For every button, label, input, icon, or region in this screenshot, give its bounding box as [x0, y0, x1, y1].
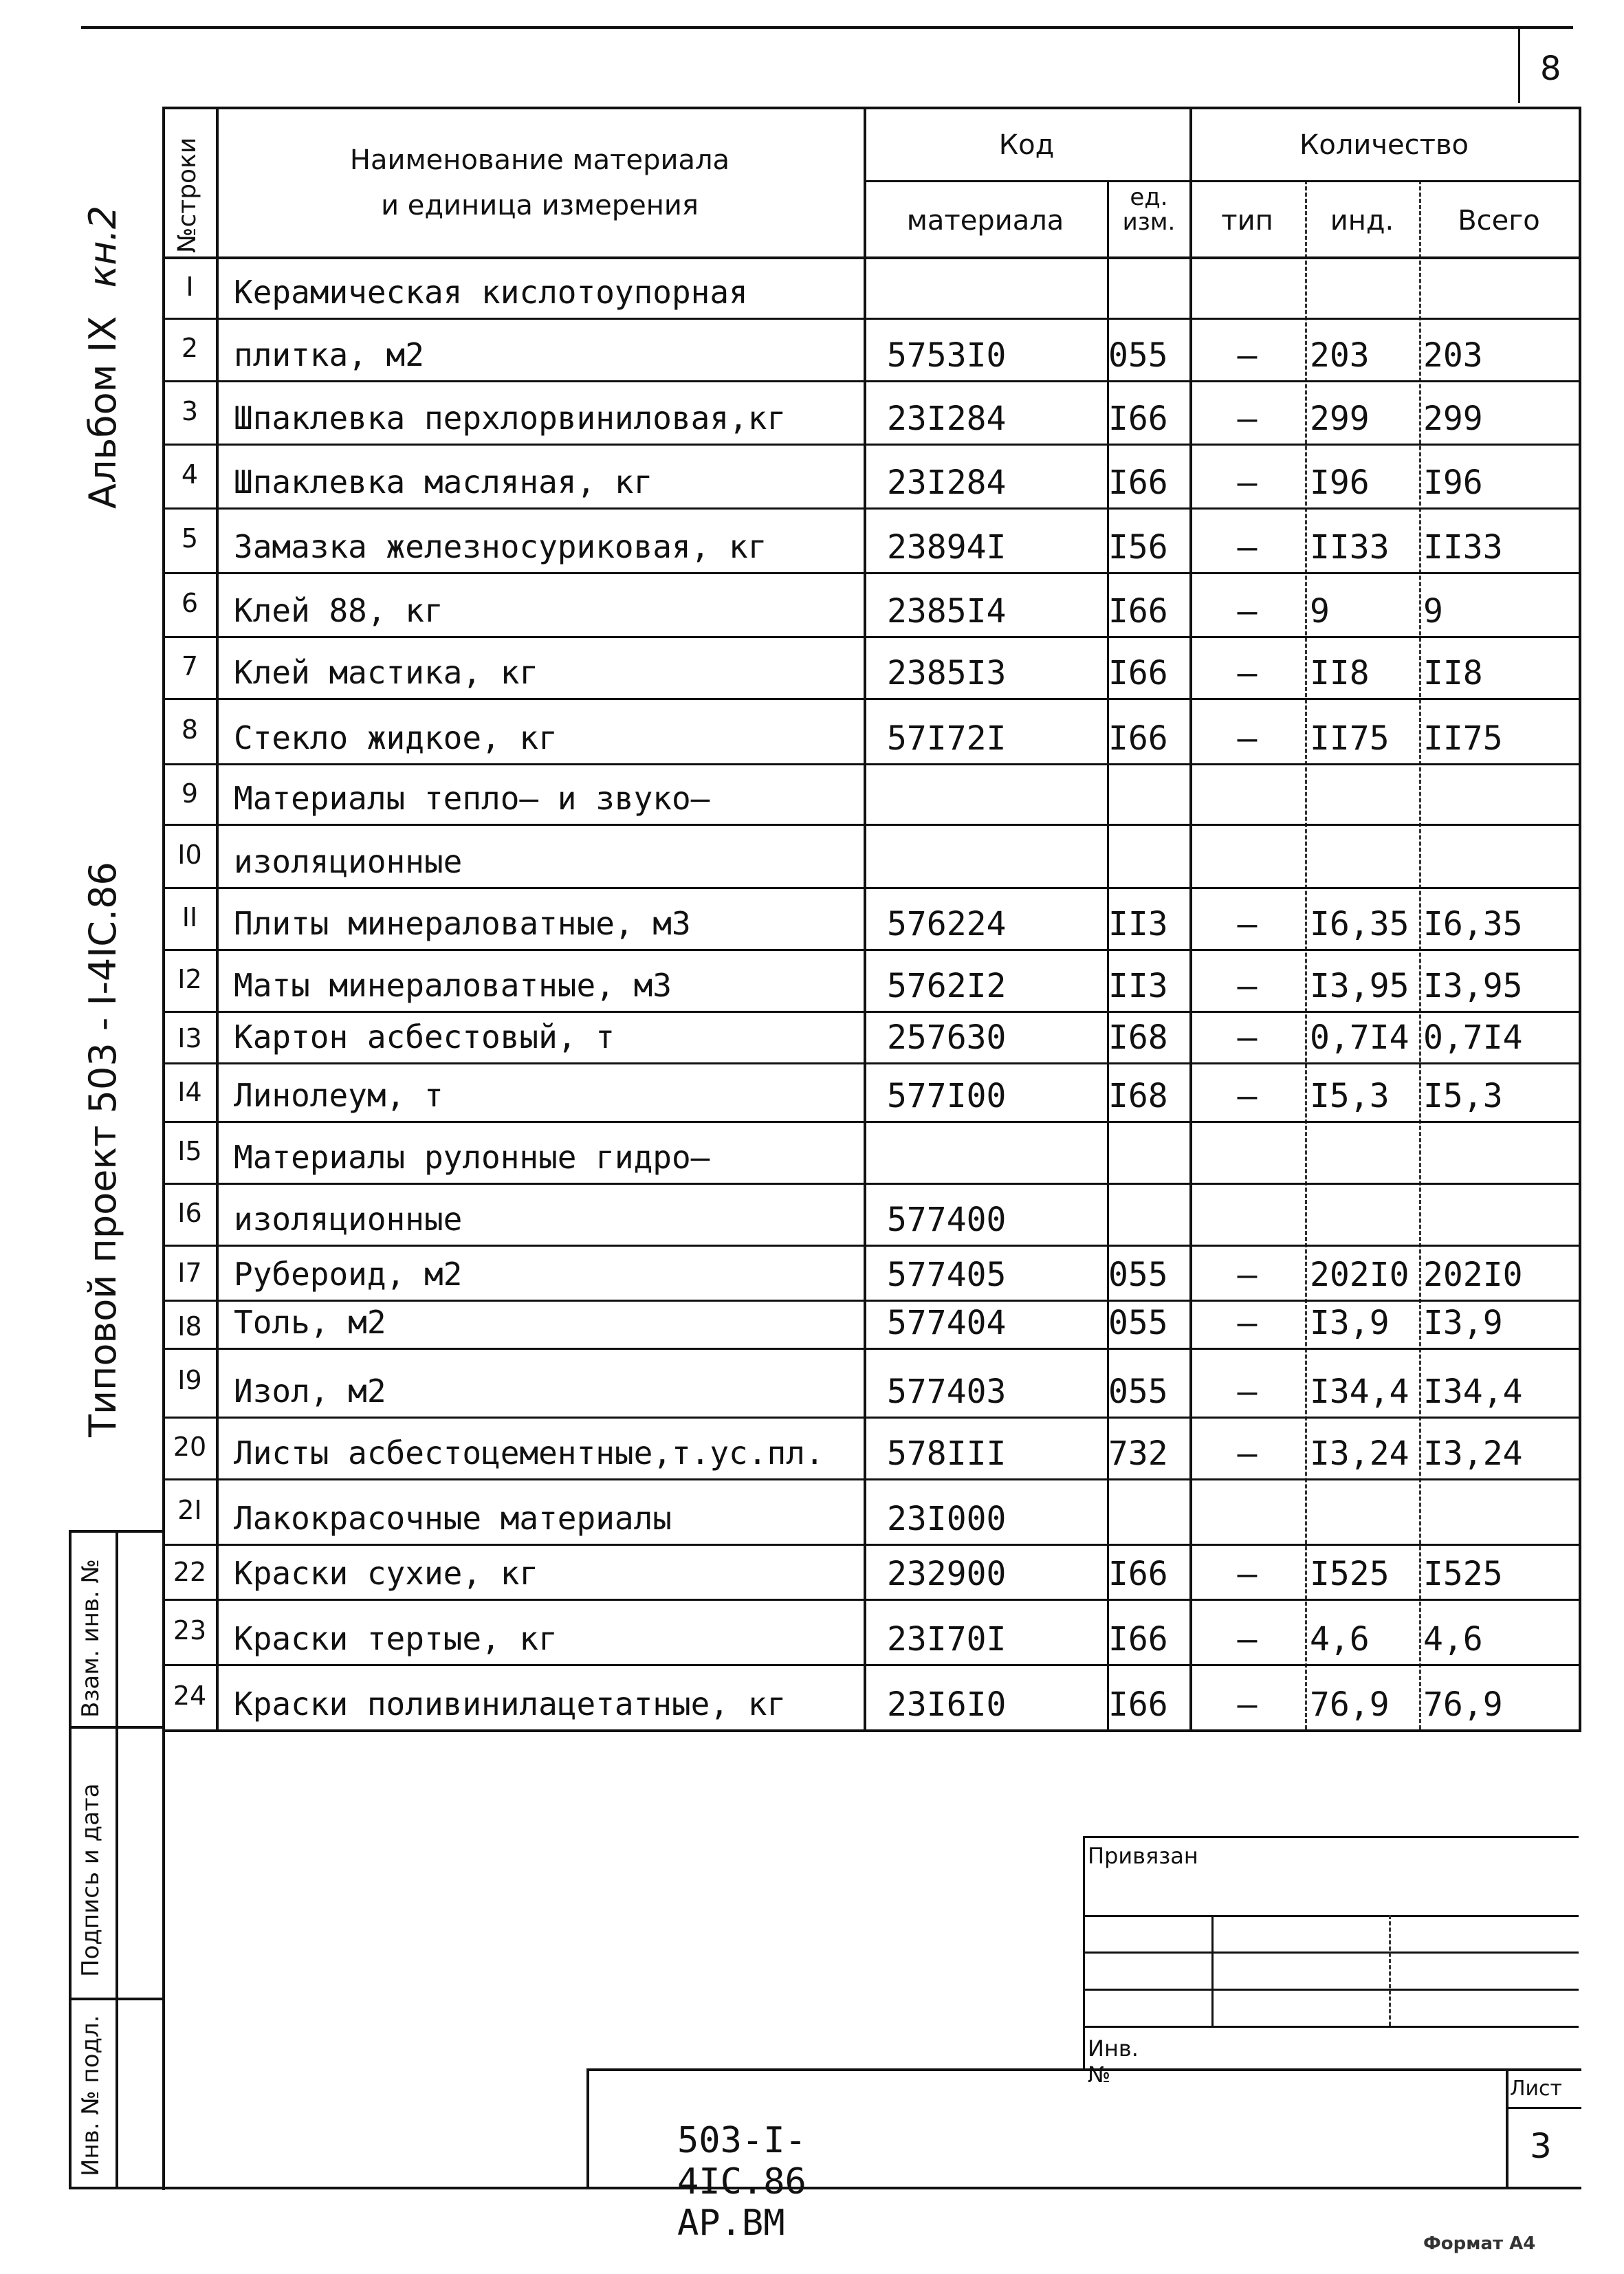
page-number: 8 [1540, 50, 1561, 88]
header-top-line [162, 107, 1581, 109]
row-number: 8 [181, 714, 199, 745]
cell-unit: 055 [1108, 336, 1168, 375]
cell-unit: I68 [1108, 1018, 1168, 1057]
cell-total: I5,3 [1423, 1077, 1503, 1115]
cell-ind: I34,4 [1310, 1373, 1409, 1411]
cell-total: 9 [1423, 592, 1443, 631]
cell-unit: II3 [1108, 905, 1168, 943]
privyazan-col-1 [1211, 1915, 1214, 2026]
cell-total: II8 [1423, 654, 1483, 692]
cell-unit: I66 [1108, 463, 1168, 502]
row-separator [162, 1544, 1579, 1546]
cell-name: Краски поливинилацетатные, кг [234, 1685, 787, 1723]
cell-type: – [1237, 528, 1258, 567]
row-separator [162, 1599, 1579, 1601]
row-number: I9 [177, 1365, 202, 1395]
header-qty-type: тип [1221, 205, 1273, 237]
cell-total: 76,9 [1423, 1685, 1503, 1724]
row-number: 9 [181, 778, 199, 809]
footer-note: Формат А4 [1423, 2233, 1536, 2254]
row-separator [162, 763, 1579, 765]
cell-name: Линолеум, т [234, 1077, 443, 1114]
row-number: I0 [177, 839, 202, 870]
cell-name: Замазка железносуриковая, кг [234, 528, 767, 565]
cell-total: I3,24 [1423, 1434, 1523, 1473]
cell-code: 23I70I [887, 1620, 1007, 1659]
cell-name: Лакокрасочные материалы [234, 1500, 672, 1537]
cell-code: 577404 [887, 1304, 1007, 1342]
cell-code: 23I284 [887, 463, 1007, 502]
cell-code: 23894I [887, 528, 1007, 567]
cell-unit: 732 [1108, 1434, 1168, 1473]
cell-ind: II33 [1310, 528, 1390, 567]
cell-ind: I6,35 [1310, 905, 1409, 943]
cell-name: Стекло жидкое, кг [234, 719, 558, 756]
cell-name: Плиты минераловатные, м3 [234, 905, 691, 942]
cell-total: II75 [1423, 719, 1503, 758]
cell-code: 232900 [887, 1555, 1007, 1593]
cell-unit: 055 [1108, 1256, 1168, 1294]
cell-name: Шпаклевка перхлорвиниловая,кг [234, 400, 787, 437]
cell-type: – [1237, 905, 1258, 943]
row-number: 4 [181, 459, 199, 490]
row-number: 23 [173, 1615, 207, 1646]
cell-name: Керамическая кислотоупорная [234, 274, 748, 311]
row-separator [162, 1300, 1579, 1302]
row-number: 5 [181, 523, 199, 554]
cell-ind: I96 [1310, 463, 1370, 502]
row-number: 22 [173, 1557, 207, 1588]
cell-total: II33 [1423, 528, 1503, 567]
row-number: 2 [181, 333, 199, 364]
cell-name: изоляционные [234, 1201, 463, 1238]
cell-code: 577I00 [887, 1077, 1007, 1115]
row-separator [162, 698, 1579, 700]
cell-type: – [1237, 1434, 1258, 1473]
row-separator [162, 1062, 1579, 1064]
row-separator [162, 1417, 1579, 1419]
row-number: I3 [177, 1023, 202, 1053]
privyazan-label: Привязан [1088, 1843, 1198, 1869]
page-bottom-line [69, 2187, 1581, 2189]
cell-ind: 203 [1310, 336, 1370, 375]
header-quantity: Количество [1299, 129, 1469, 161]
project-label: Типовой проект 503 - I-4IC.86 [81, 862, 124, 1437]
cell-ind: 0,7I4 [1310, 1018, 1409, 1057]
cell-type: – [1237, 400, 1258, 438]
stamp-main-left [586, 2068, 589, 2187]
cell-type: – [1237, 1555, 1258, 1593]
cell-ind: I3,95 [1310, 967, 1409, 1005]
privyazan-line-1 [1083, 1915, 1579, 1917]
stamp-line-1 [69, 1726, 164, 1729]
cell-total: 203 [1423, 336, 1483, 375]
cell-ind: I525 [1310, 1555, 1390, 1593]
col-sep-name [864, 107, 866, 1729]
cell-unit: I66 [1108, 1555, 1168, 1593]
cell-unit: I66 [1108, 592, 1168, 631]
row-separator [162, 887, 1579, 889]
cell-ind: 4,6 [1310, 1620, 1370, 1659]
header-code-material: материала [906, 205, 1064, 237]
album-text: Альбом IX [81, 316, 124, 509]
row-number: I [186, 271, 194, 302]
cell-ind: 76,9 [1310, 1685, 1390, 1724]
stamp-line-2 [69, 1998, 164, 2000]
cell-ind: II8 [1310, 654, 1370, 692]
cell-code: 257630 [887, 1018, 1007, 1057]
list-number: 3 [1530, 2126, 1552, 2166]
cell-name: Изол, м2 [234, 1373, 386, 1410]
row-separator [162, 1183, 1579, 1185]
cell-total: I34,4 [1423, 1373, 1523, 1411]
cell-ind: II75 [1310, 719, 1390, 758]
row-separator [162, 444, 1579, 446]
cell-type: – [1237, 654, 1258, 692]
row-number: 2I [177, 1494, 202, 1525]
list-label: Лист [1510, 2077, 1563, 2101]
row-number: 6 [181, 588, 199, 619]
cell-code: 5762I2 [887, 967, 1007, 1005]
inv-no-label: Инв. № [1088, 2035, 1139, 2088]
cell-name: Маты минераловатные, м3 [234, 967, 672, 1004]
row-number: I8 [177, 1311, 202, 1342]
row-number: 7 [181, 651, 199, 682]
stamp-top-line [69, 1530, 164, 1533]
header-mid-line [864, 180, 1579, 182]
header-bottom-line [162, 256, 1581, 259]
cell-ind: I3,24 [1310, 1434, 1409, 1473]
cell-type: – [1237, 1685, 1258, 1724]
row-separator [162, 318, 1579, 320]
cell-type: – [1237, 1304, 1258, 1342]
cell-code: 57I72I [887, 719, 1007, 758]
row-separator [162, 1121, 1579, 1123]
stamp-mid-border [116, 1530, 118, 2187]
table-right-border [1579, 107, 1581, 1729]
cell-total: I96 [1423, 463, 1483, 502]
cell-code: 577400 [887, 1201, 1007, 1239]
cell-name: Картон асбестовый, т [234, 1018, 615, 1056]
cell-name: Краски сухие, кг [234, 1555, 539, 1592]
cell-total: I6,35 [1423, 905, 1523, 943]
cell-name: Материалы тепло– и звуко– [234, 780, 710, 817]
cell-type: – [1237, 967, 1258, 1005]
privyazan-line-2 [1083, 1952, 1579, 1954]
cell-type: – [1237, 592, 1258, 631]
row-number: I2 [177, 964, 202, 995]
cell-code: 576224 [887, 905, 1007, 943]
cell-code: 2385I4 [887, 592, 1007, 631]
cell-name: Листы асбестоцементные,т.ус.пл. [234, 1434, 824, 1472]
row-separator [162, 636, 1579, 638]
cell-unit: I66 [1108, 654, 1168, 692]
cell-total: 4,6 [1423, 1620, 1483, 1659]
stamp-left-border [69, 1530, 72, 2187]
row-number: I6 [177, 1198, 202, 1229]
cell-code: 23I000 [887, 1500, 1007, 1538]
row-separator [162, 1478, 1579, 1480]
col-sep-num [216, 107, 219, 1729]
cell-code: 577405 [887, 1256, 1007, 1294]
cell-total: I3,9 [1423, 1304, 1503, 1342]
header-code-unit: ед. изм. [1122, 184, 1176, 236]
cell-name: Краски тертые, кг [234, 1620, 558, 1657]
cell-ind: 9 [1310, 592, 1330, 631]
row-number: 3 [181, 395, 199, 426]
cell-type: – [1237, 1077, 1258, 1115]
cell-type: – [1237, 463, 1258, 502]
cell-name: Толь, м2 [234, 1304, 386, 1341]
row-number: I7 [177, 1258, 202, 1289]
cell-unit: 055 [1108, 1304, 1168, 1342]
col-sep-ind [1419, 180, 1421, 1729]
cell-ind: I5,3 [1310, 1077, 1390, 1115]
header-code: Код [998, 129, 1055, 161]
row-number: II [182, 902, 198, 933]
cell-name: Материалы рулонные гидро– [234, 1139, 710, 1176]
table-bottom-line [162, 1729, 1581, 1732]
cell-unit: I66 [1108, 719, 1168, 758]
header-qty-ind: инд. [1330, 205, 1394, 237]
privyazan-col-2 [1389, 1915, 1391, 2026]
row-separator [162, 572, 1579, 574]
row-separator [162, 1348, 1579, 1350]
row-separator [162, 949, 1579, 951]
cell-code: 577403 [887, 1373, 1007, 1411]
privyazan-line-3 [1083, 1989, 1579, 1991]
header-name-line1: Наименование материала [349, 144, 730, 176]
row-number: I4 [177, 1076, 202, 1107]
row-separator [162, 1011, 1579, 1013]
cell-unit: I56 [1108, 528, 1168, 567]
cell-code: 23I6I0 [887, 1685, 1007, 1724]
cell-name: Клей мастика, кг [234, 654, 539, 691]
header-name-line2: и единица измерения [381, 190, 699, 221]
stamp-podpis: Подпись и дата [77, 1783, 105, 1977]
stamp-list-left [1506, 2068, 1508, 2187]
cell-total: I3,95 [1423, 967, 1523, 1005]
cell-ind: I3,9 [1310, 1304, 1390, 1342]
row-separator [162, 824, 1579, 826]
header-row-number: №строки [173, 137, 201, 253]
row-separator [162, 1245, 1579, 1247]
cell-name: Шпаклевка масляная, кг [234, 463, 653, 501]
cell-type: – [1237, 336, 1258, 375]
row-number: I5 [177, 1136, 202, 1167]
cell-total: 202I0 [1423, 1256, 1523, 1294]
cell-code: 5753I0 [887, 336, 1007, 375]
header-qty-total: Всего [1458, 205, 1540, 237]
cell-type: – [1237, 1256, 1258, 1294]
row-separator [162, 507, 1579, 510]
stamp-list-line [1506, 2107, 1581, 2109]
cell-name: плитка, м2 [234, 336, 424, 373]
row-number: 20 [173, 1432, 207, 1463]
cell-ind: 299 [1310, 400, 1370, 438]
stamp-vzam: Взам. инв. № [77, 1559, 105, 1718]
col-sep-type [1305, 180, 1307, 1729]
cell-code: 2385I3 [887, 654, 1007, 692]
cell-unit: I66 [1108, 1685, 1168, 1724]
cell-total: I525 [1423, 1555, 1503, 1593]
stamp-inv-podl: Инв. № подл. [77, 2015, 105, 2176]
cell-ind: 202I0 [1310, 1256, 1409, 1294]
cell-code: 578III [887, 1434, 1007, 1473]
cell-code: 23I284 [887, 400, 1007, 438]
cell-name: изоляционные [234, 843, 463, 880]
cell-unit: I68 [1108, 1077, 1168, 1115]
privyazan-line-4 [1083, 2026, 1579, 2028]
cell-type: – [1237, 719, 1258, 758]
cell-type: – [1237, 1373, 1258, 1411]
book-text: кн.2 [81, 205, 124, 288]
row-separator [162, 380, 1579, 382]
cell-unit: 055 [1108, 1373, 1168, 1411]
cell-unit: I66 [1108, 1620, 1168, 1659]
privyazan-top [1083, 1836, 1579, 1838]
cell-total: 299 [1423, 400, 1483, 438]
cell-type: – [1237, 1018, 1258, 1057]
cell-type: – [1237, 1620, 1258, 1659]
row-number: 24 [173, 1680, 207, 1711]
cell-name: Рубероид, м2 [234, 1256, 463, 1293]
cell-unit: II3 [1108, 967, 1168, 1005]
cell-name: Клей 88, кг [234, 592, 443, 629]
cell-total: 0,7I4 [1423, 1018, 1523, 1057]
cell-unit: I66 [1108, 400, 1168, 438]
document-designation: 503-I- 4IC.86 АР.ВМ [677, 2120, 806, 2244]
stamp-main-top [586, 2068, 1581, 2071]
row-separator [162, 1664, 1579, 1666]
